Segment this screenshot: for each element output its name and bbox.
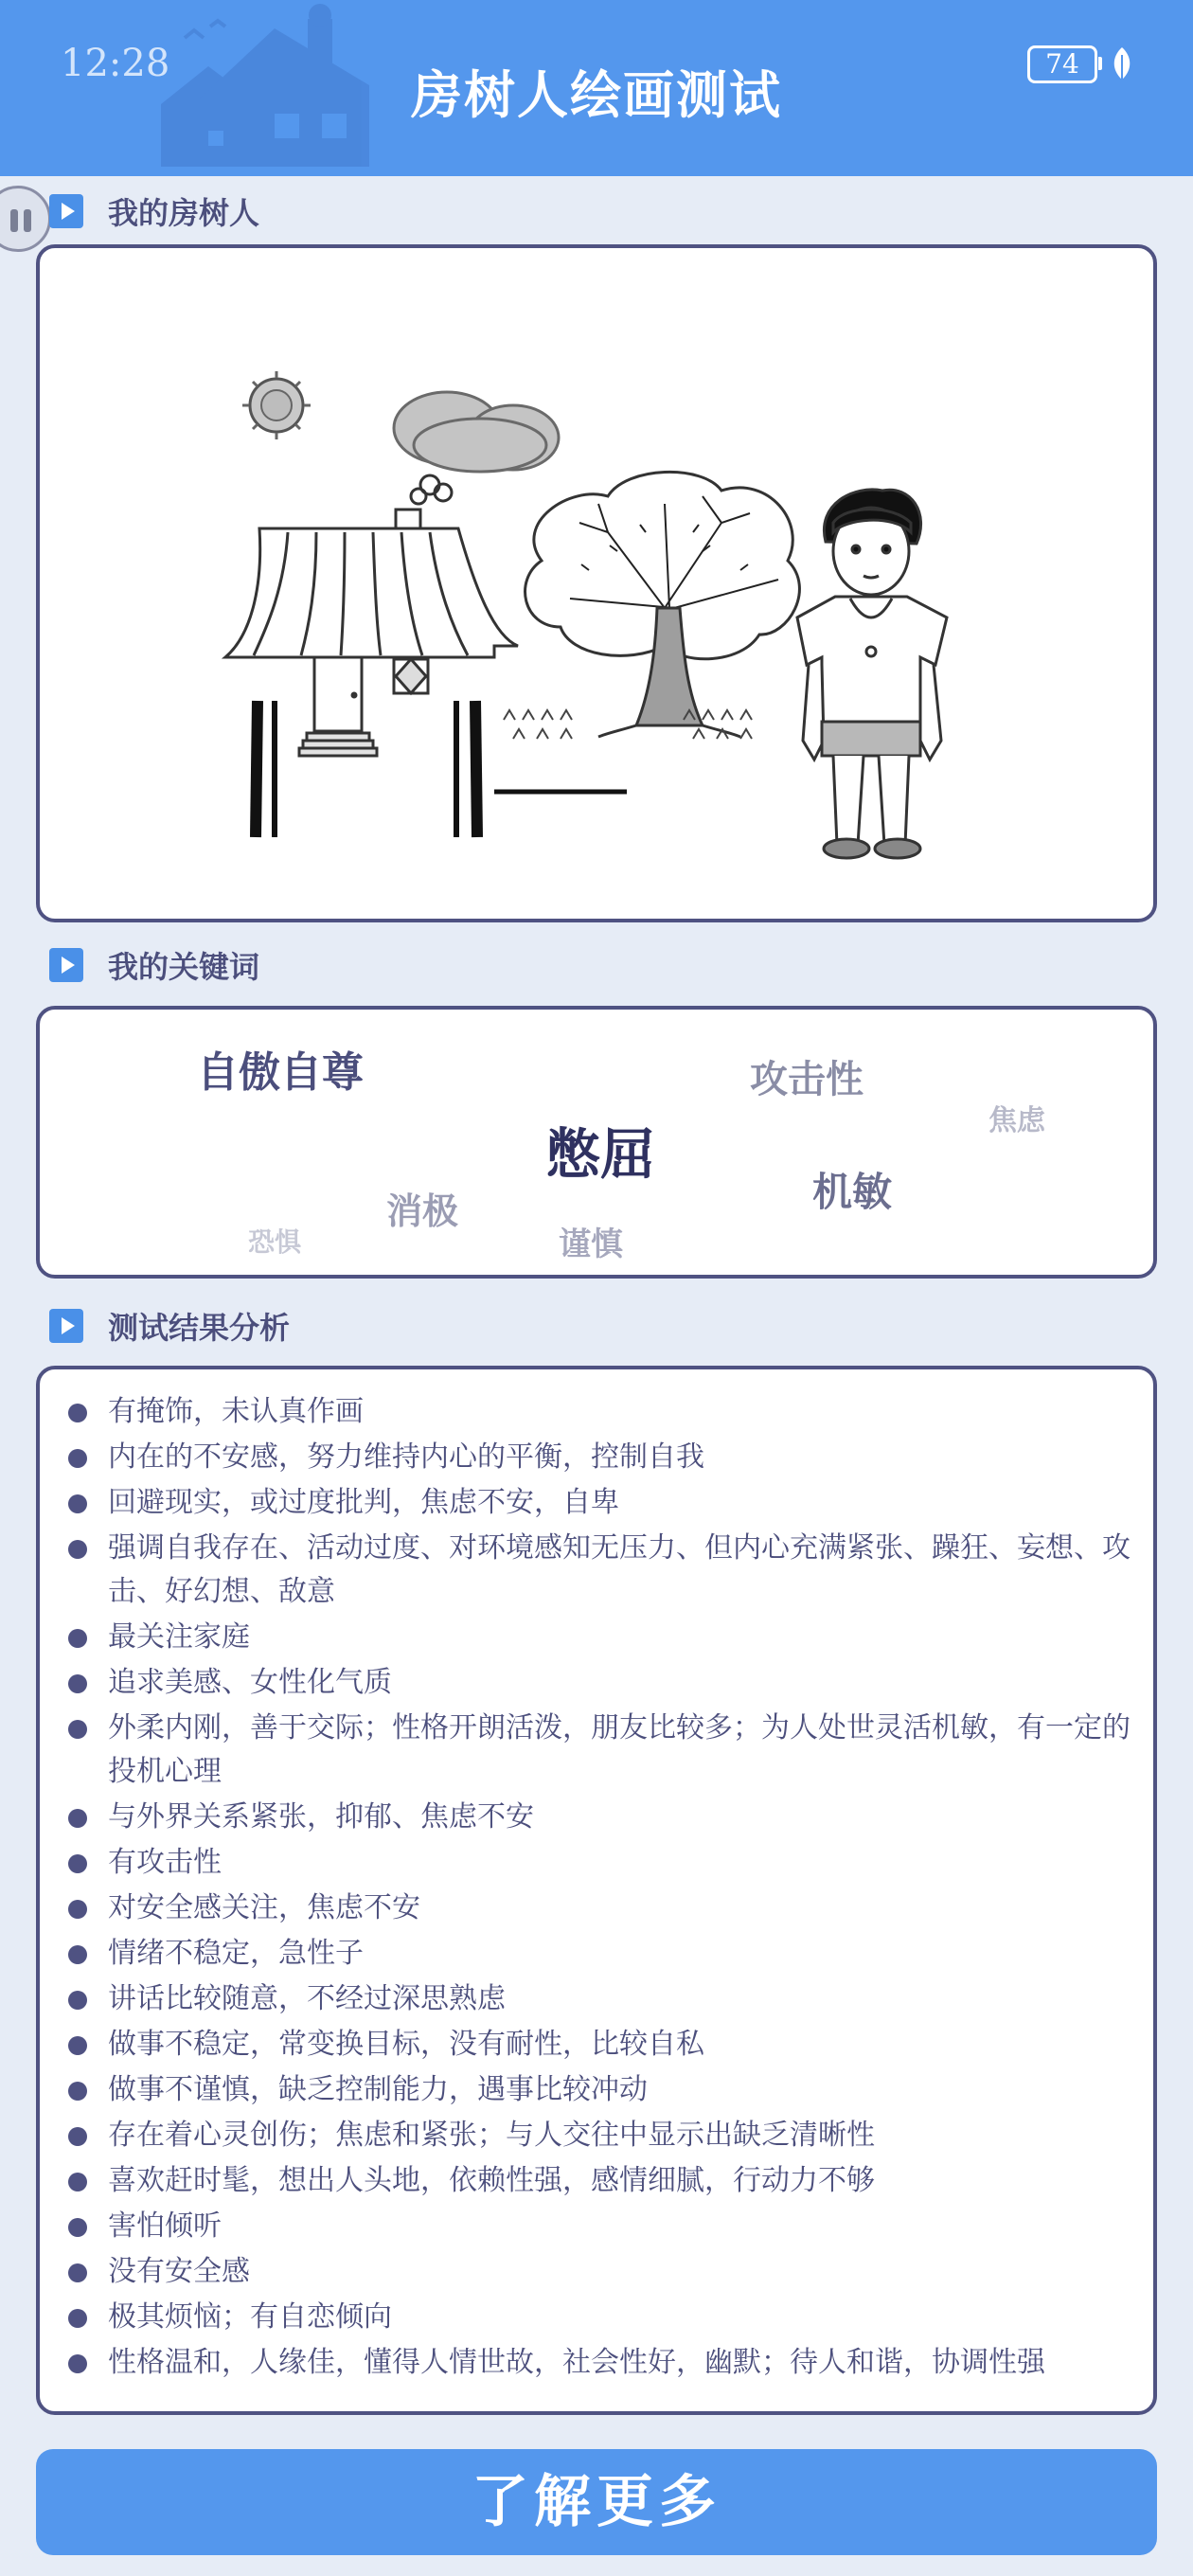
battery-tip-icon [1098, 57, 1102, 70]
analysis-item: 性格温和，人缘佳，懂得人情世故，社会性好，幽默；待人和谐，协调性强 [68, 2341, 1138, 2385]
page-title: 房树人绘画测试 [411, 65, 782, 125]
analysis-item: 内在的不安感，努力维持内心的平衡，控制自我 [68, 1436, 1138, 1479]
grass-drawing [504, 710, 752, 739]
battery-indicator: 74 [1027, 45, 1097, 83]
section-header-analysis [49, 1307, 290, 1345]
analysis-item: 外柔内刚，善于交际；性格开朗活泼，朋友比较多；为人处世灵活机敏，有一定的投机心理 [68, 1707, 1138, 1794]
status-time: 12:28 [61, 42, 170, 85]
play-triangle-icon [49, 1309, 83, 1343]
house-drawing [225, 475, 518, 837]
analysis-item: 喜欢赶时髦，想出人头地，依赖性强，感情细腻，行动力不够 [68, 2159, 1138, 2203]
section-header-drawing [49, 192, 259, 230]
htp-drawing [40, 248, 1153, 919]
analysis-item: 回避现实，或过度批判，焦虑不安，自卑 [68, 1481, 1138, 1525]
analysis-card [36, 1366, 1157, 2415]
analysis-item: 害怕倾听 [68, 2205, 1138, 2248]
analysis-item: 情绪不稳定，急性子 [68, 1932, 1138, 1976]
analysis-item: 做事不谨慎，缺乏控制能力，遇事比较冲动 [68, 2068, 1138, 2112]
drawing-card [36, 244, 1157, 922]
cloud-icon [394, 392, 559, 472]
keyword-tag: 焦虑 [988, 1104, 1045, 1137]
app-header [0, 0, 1193, 176]
analysis-item: 存在着心灵创伤；焦虑和紧张；与人交往中显示出缺乏清晰性 [68, 2114, 1138, 2157]
analysis-item: 对安全感关注，焦虑不安 [68, 1887, 1138, 1930]
analysis-item: 与外界关系紧张，抑郁、焦虑不安 [68, 1796, 1138, 1839]
keyword-tag: 恐惧 [248, 1226, 302, 1258]
tree-drawing [525, 472, 800, 737]
sun-icon [242, 371, 311, 439]
person-drawing [797, 490, 947, 858]
analysis-item: 极其烦恼；有自恋倾向 [68, 2296, 1138, 2339]
keyword-tag: 攻击性 [750, 1058, 864, 1101]
analysis-item: 有攻击性 [68, 1841, 1138, 1885]
play-triangle-icon [49, 948, 83, 982]
analysis-item: 强调自我存在、活动过度、对环境感知无压力、但内心充满紧张、躁狂、妄想、攻击、好幻想、敌意 [68, 1527, 1138, 1614]
analysis-item: 有掩饰，未认真作画 [68, 1390, 1138, 1434]
learn-more-button[interactable]: 了解更多 [36, 2449, 1157, 2555]
section-header-keywords [49, 946, 259, 984]
play-triangle-icon [49, 194, 83, 228]
keyword-tag: 憋屈 [545, 1122, 656, 1187]
analysis-list [40, 1369, 1153, 2385]
floating-pause-button[interactable] [0, 186, 51, 252]
section-title-drawing: 我的房树人 [108, 195, 260, 231]
analysis-item: 没有安全感 [68, 2250, 1138, 2294]
section-title-analysis: 测试结果分析 [108, 1310, 291, 1346]
leaf-icon [1110, 45, 1134, 83]
keyword-tag: 消极 [386, 1190, 459, 1232]
keyword-tag: 谨慎 [559, 1225, 623, 1263]
analysis-item: 最关注家庭 [68, 1616, 1138, 1659]
keyword-tag: 自傲自尊 [197, 1048, 364, 1097]
keyword-tag: 机敏 [812, 1169, 893, 1215]
analysis-item: 讲话比较随意，不经过深思熟虑 [68, 1977, 1138, 2021]
keywords-card [36, 1006, 1157, 1279]
analysis-item: 追求美感、女性化气质 [68, 1661, 1138, 1705]
analysis-item: 做事不稳定，常变换目标，没有耐性，比较自私 [68, 2023, 1138, 2066]
section-title-keywords: 我的关键词 [108, 949, 260, 985]
